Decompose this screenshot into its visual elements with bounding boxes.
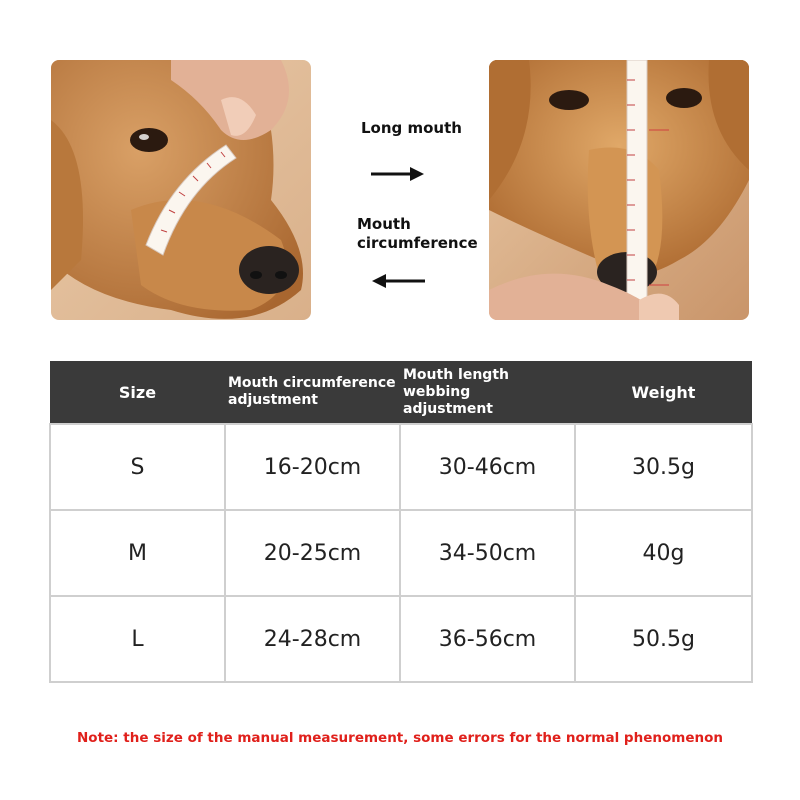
cell-size: S bbox=[50, 424, 225, 510]
mouth-circumference-label bbox=[357, 215, 478, 253]
mouth-circumference-label-line2: circumference bbox=[357, 234, 478, 252]
table-row bbox=[50, 424, 752, 510]
header-length-line2: adjustment bbox=[403, 400, 494, 417]
cell-circumference: 16-20cm bbox=[225, 424, 400, 510]
arrow-left-icon bbox=[370, 271, 426, 291]
cell-weight: 30.5g bbox=[575, 424, 752, 510]
cell-length: 30-46cm bbox=[400, 424, 575, 510]
cell-weight: 40g bbox=[575, 510, 752, 596]
size-table bbox=[49, 361, 753, 683]
cell-length: 34-50cm bbox=[400, 510, 575, 596]
header-circumference-line1: Mouth circumference bbox=[228, 375, 396, 391]
header-circumference-line2: adjustment bbox=[228, 392, 319, 408]
header-circumference bbox=[225, 361, 400, 424]
dog-length-illustration bbox=[489, 60, 749, 320]
photo-mouth-length bbox=[489, 60, 749, 320]
long-mouth-label: Long mouth bbox=[361, 119, 462, 137]
photo-mouth-circumference bbox=[51, 60, 311, 320]
measurement-note: Note: the size of the manual measurement, some errors for the normal phenomenon bbox=[77, 730, 723, 746]
header-length bbox=[400, 361, 575, 424]
cell-length: 36-56cm bbox=[400, 596, 575, 682]
cell-weight: 50.5g bbox=[575, 596, 752, 682]
table-row bbox=[50, 510, 752, 596]
cell-size: M bbox=[50, 510, 225, 596]
cell-size: L bbox=[50, 596, 225, 682]
header-weight: Weight bbox=[575, 361, 752, 424]
dog-circumference-illustration bbox=[51, 60, 311, 320]
header-length-line1: Mouth length webbing bbox=[403, 366, 509, 400]
arrow-right-icon bbox=[370, 164, 426, 184]
table-header-row bbox=[50, 361, 752, 424]
cell-circumference: 24-28cm bbox=[225, 596, 400, 682]
mouth-circumference-label-line1: Mouth bbox=[357, 215, 411, 233]
cell-circumference: 20-25cm bbox=[225, 510, 400, 596]
table-row bbox=[50, 596, 752, 682]
header-size: Size bbox=[50, 361, 225, 424]
